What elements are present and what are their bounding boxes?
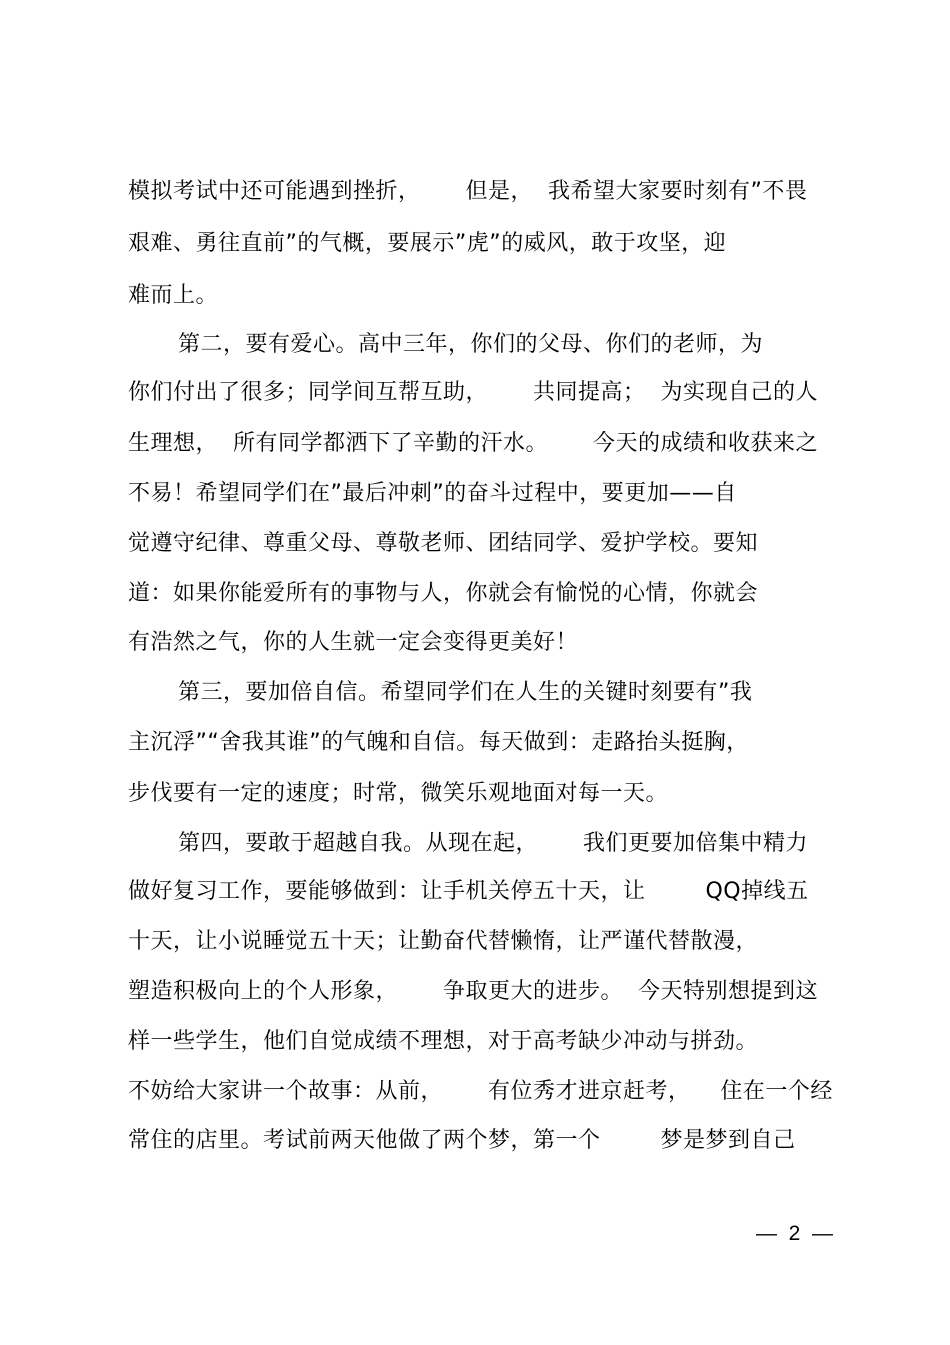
text-line: 你们付出了很多；同学间互帮互助， 共同提高； 为实现自己的人	[128, 380, 818, 405]
text-line: 步伐要有一定的速度；时常，微笑乐观地面对每一天。	[128, 781, 669, 806]
text-line: 样一些学生，他们自觉成绩不理想，对于高考缺少冲动与拼劲。	[128, 1029, 759, 1054]
text-line: 难而上。	[128, 283, 219, 308]
text-line: 十天，让小说睡觉五十天；让勤奋代替懒惰，让严谨代替散漫，	[128, 929, 759, 954]
text-line: 做好复习工作，要能够做到：让手机关停五十天，让 QQ掉线五	[128, 879, 809, 904]
paragraph-start-line: 第三，要加倍自信。希望同学们在人生的关键时刻要有”我	[178, 680, 753, 705]
text-line: 觉遵守纪律、尊重父母、尊敬老师、团结同学、爱护学校。要知	[128, 531, 759, 556]
text-line: 常住的店里。考试前两天他做了两个梦，第一个 梦是梦到自己	[128, 1128, 796, 1153]
text-line: 主沉浮”“舍我其谁”的气魄和自信。每天做到：走路抬头挺胸，	[128, 730, 749, 755]
page-number: — 2 —	[756, 1222, 834, 1245]
text-line: 艰难、勇往直前”的气概，要展示”虎”的威风，敢于攻坚，迎	[128, 231, 727, 256]
text-line: 有浩然之气，你的人生就一定会变得更美好！	[128, 630, 579, 655]
paragraph-start-line: 第四，要敢于超越自我。从现在起， 我们更要加倍集中精力	[178, 831, 808, 856]
text-line: 不易！希望同学们在”最后冲刺”的奋斗过程中，要更加——自	[128, 481, 737, 506]
text-line: 模拟考试中还可能遇到挫折， 但是， 我希望大家要时刻有”不畏	[128, 179, 808, 204]
paragraph-start-line: 第二，要有爱心。高中三年，你们的父母、你们的老师，为	[178, 332, 764, 357]
text-line: 道：如果你能爱所有的事物与人，你就会有愉悦的心情，你就会	[128, 581, 759, 606]
text-line: 不妨给大家讲一个故事：从前， 有位秀才进京赶考， 住在一个经	[128, 1079, 833, 1104]
text-line: 生理想， 所有同学都洒下了辛勤的汗水。 今天的成绩和收获来之	[128, 431, 818, 456]
text-line: 塑造积极向上的个人形象， 争取更大的进步。 今天特别想提到这	[128, 979, 818, 1004]
